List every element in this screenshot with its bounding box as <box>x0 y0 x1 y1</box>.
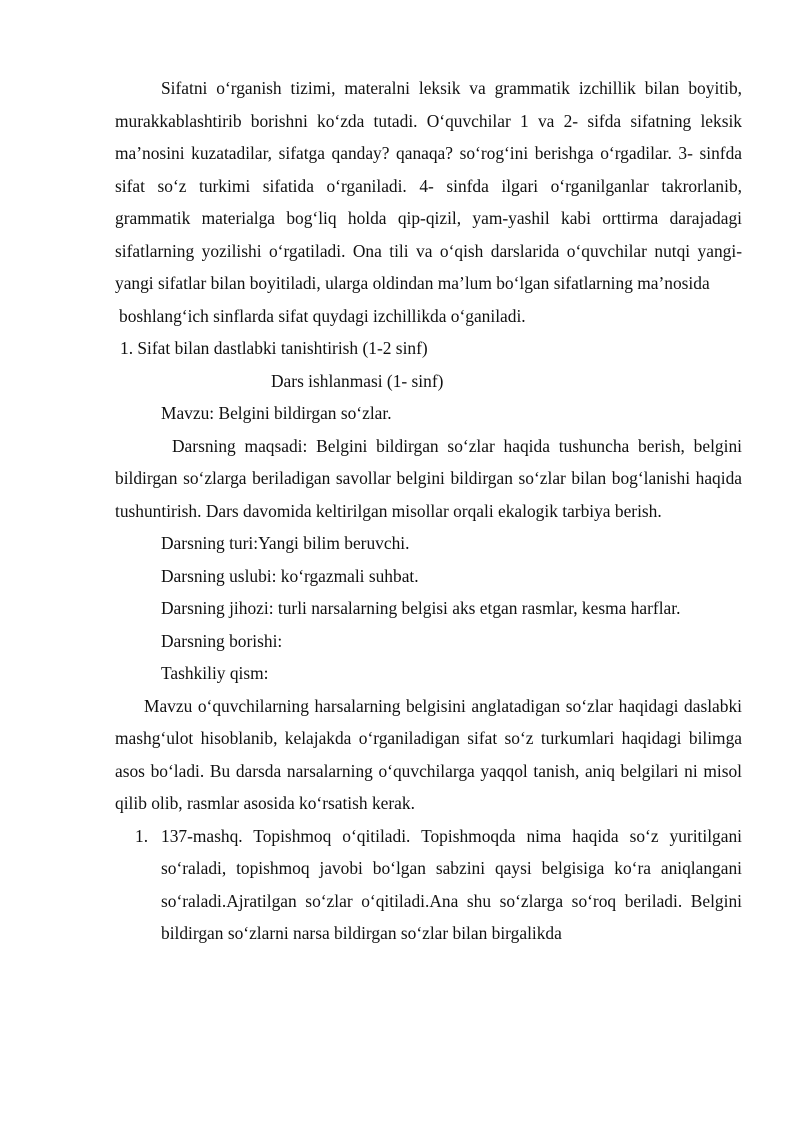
list-item <box>115 820 742 950</box>
lesson-method: Darsning uslubi: ko‘rgazmali suhbat. <box>161 565 419 586</box>
paragraph-intro: Sifatni o‘rganish tizimi, materalni leksik va grammatik izchillik bilan boyitib, murakkablashtirib borishni ko‘zda tutadi. O‘quvchilar 1 va 2- sifda sifatning leksik ma’nosini kuzatadilar, sifatga qanday? qanaqa? so‘rog‘ini berishga o‘rgadilar. 3- sinfda sifat so‘z turkimi sifatida o‘rganiladi. 4- sinfda ilgari o‘rganilganlar takrorlanib, grammatik materialga bog‘liq holda qip-qizil, yam-yashil kabi orttirma darajadagi sifatlarning yozilishi o‘rgatiladi. Ona tili va o‘qish darslarida o‘quvchilar nutqi yangi-yangi sifatlar bilan boyitiladi, ularga oldindan ma’lum bo‘lgan sifatlarning ma’nosida <box>115 78 742 293</box>
lesson-type: Darsning turi:Yangi bilim beruvchi. <box>161 533 410 553</box>
topic-description: Mavzu o‘quvchilarning harsalarning belgisini anglatadigan so‘zlar haqidagi daslabki mashg‘ulot hisoblanib, kelajakda o‘rganiladigan sifat so‘z turkumlari haqidagi bilimga asos bo‘ladi. Bu darsda narsalarning o‘quvchilarga yaqqol tanish, aniq belgilari ni misol qilib olib, rasmlar asosida ko‘rsatish kerak. <box>115 695 742 813</box>
lesson-goal: Darsning maqsadi: Belgini bildirgan so‘zlar haqida tushuncha berish, belgini bildirgan so‘zlarga beriladigan savollar belgini bildirgan so‘zlar bilan bog‘lanishi haqida tushuntirish. Dars davomida keltirilgan misollar orqali ekalogik tarbiya berish. <box>115 435 742 521</box>
lesson-equipment: Darsning jihozi: turli narsalarning belgisi aks etgan rasmlar, kesma harflar. <box>161 598 681 618</box>
document-body <box>115 72 742 950</box>
list-item-text: 137-mashq. Topishmoq o‘qitiladi. Topishmoqda nima haqida so‘z yuritilgani so‘raladi, topishmoq javobi bo‘lgan sabzini qaysi belgisiga ko‘ra aniqlangani so‘raladi.Ajratilgan so‘zlar o‘qitiladi.Ana shu so‘zlarga so‘roq beriladi. Belgini bildirgan so‘zlarni narsa bildirgan so‘zlar bilan birgalikda <box>161 825 742 943</box>
list-item-number: 1. <box>135 825 149 846</box>
section-heading: 1. Sifat bilan dastlabki tanishtirish (1-2 sinf) <box>120 338 428 358</box>
lesson-topic: Mavzu: Belgini bildirgan so‘zlar. <box>161 403 392 423</box>
lesson-progress-heading: Darsning borishi: <box>161 630 283 651</box>
paragraph-sequence: boshlang‘ich sinflarda sifat quydagi izchillikda o‘ganiladi. <box>119 305 526 326</box>
organizational-part-heading: Tashkiliy qism: <box>161 663 269 683</box>
lesson-plan-title: Dars ishlanmasi (1- sinf) <box>271 370 444 391</box>
